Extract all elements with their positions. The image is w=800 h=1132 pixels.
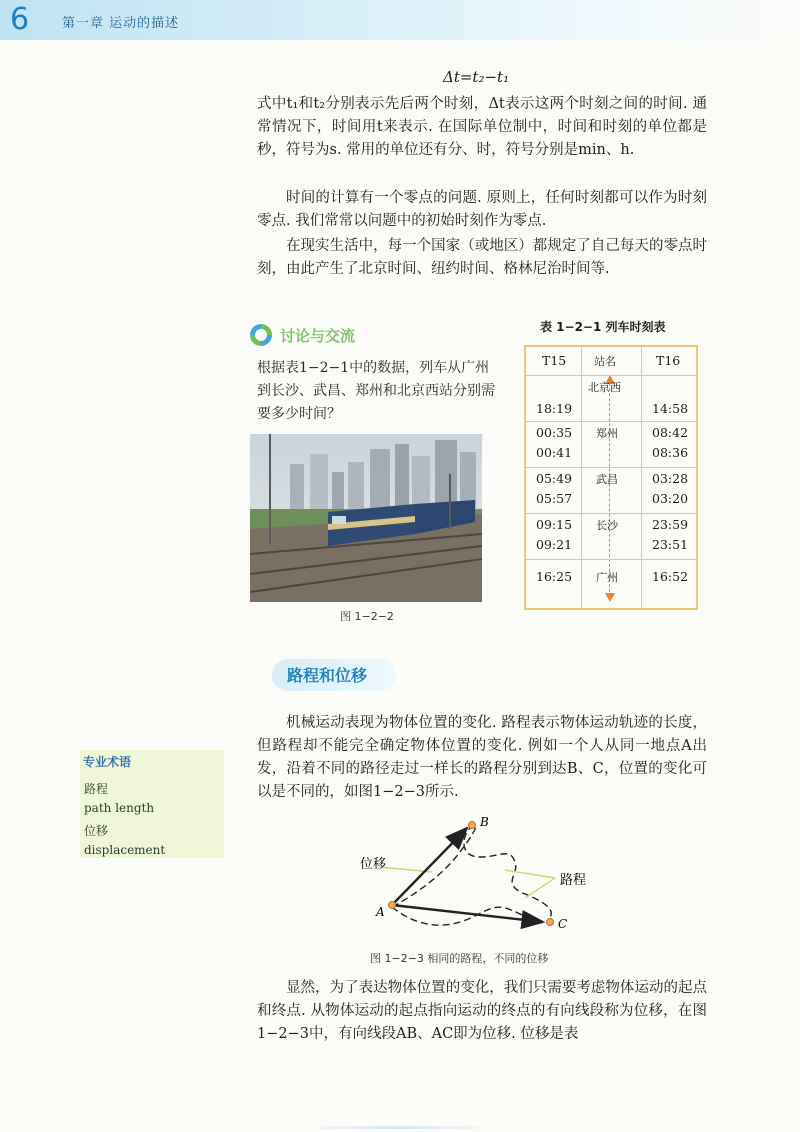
figure-1-2-3-caption: 图 1−2−3 相同的路程，不同的位移 [370, 952, 549, 965]
terminology-heading: 专业术语 [83, 755, 132, 769]
label-point-b: B [480, 815, 489, 829]
page-header [0, 0, 800, 40]
t16-time: 08:42 [652, 425, 689, 440]
chapter-title: 第一章 运动的描述 [62, 16, 180, 31]
paragraph-time-definition: 式中t₁和t₂分别表示先后两个时刻，Δt表示这两个时刻之间的时间. 通常情况下，时间用t来表示. 在国际单位制中，时间和时刻的单位都是秒，符号为s. 常用的单位还有分、时，符号分别是min、h. [257, 96, 707, 158]
label-point-a: A [376, 905, 385, 919]
path-displacement-diagram [350, 812, 610, 944]
paragraph-path-length: 机械运动表现为物体位置的变化. 路程表示物体运动轨迹的长度，但路程却不能完全确定物体位置的变化. 例如一个人从同一地点A出发，沿着不同的路径走过一样长的路程分别到达B、C，位置的变化可以是不同的，如图1−2−3所示. [257, 715, 707, 800]
t15-time: 09:15 [536, 517, 573, 532]
label-point-c: C [558, 917, 568, 931]
term-item: 路程 [84, 782, 109, 796]
t16-time: 16:52 [652, 569, 689, 584]
vector-ab [392, 828, 467, 905]
t16-time: 23:51 [652, 537, 689, 552]
section-title: 路程和位移 [287, 666, 368, 685]
discussion-icon [247, 321, 275, 349]
timetable-title: 表 1−2−1 列车时刻表 [540, 320, 666, 334]
point-a [389, 902, 396, 909]
t15-time: 16:25 [536, 569, 573, 584]
point-b [469, 822, 476, 829]
t16-time: 14:58 [652, 401, 689, 416]
t16-time: 03:20 [652, 491, 689, 506]
station-name: 武昌 [596, 473, 618, 486]
t15-time: 18:19 [536, 401, 573, 416]
paragraph-zero-point: 时间的计算有一个零点的问题. 原则上，任何时刻都可以作为时刻零点. 我们常常以问题中的初始时刻作为零点. [257, 190, 707, 229]
terminology-box [80, 750, 224, 858]
table-row [526, 467, 696, 514]
header-t15: T15 [542, 353, 567, 368]
t15-time: 00:41 [536, 445, 573, 460]
point-c [547, 919, 554, 926]
term-item: 位移 [84, 824, 109, 838]
station-name: 长沙 [596, 519, 618, 532]
term-item: path length [84, 801, 155, 815]
header-station: 站名 [594, 355, 616, 368]
t15-time: 09:21 [536, 537, 573, 552]
paragraph-local-time: 在现实生活中，每一个国家（或地区）都规定了自己每天的零点时刻，由此产生了北京时间、纽约时间、格林尼治时间等. [257, 238, 707, 277]
station-name: 北京西 [588, 381, 621, 394]
leader-line-path [525, 878, 555, 898]
figure-1-2-2-caption: 图 1−2−2 [340, 610, 394, 623]
train-timetable [524, 345, 698, 610]
table-row [526, 513, 696, 560]
table-header-row [526, 347, 696, 376]
paragraph-displacement: 显然，为了表达物体位置的变化，我们只需要考虑物体运动的起点和终点. 从物体运动的起点指向运动的终点的有向线段称为位移，在图1−2−3中，有向线段AB、AC即为位移. 位移是表 [257, 980, 707, 1042]
table-row [526, 559, 696, 608]
discussion-title: 讨论与交流 [280, 327, 356, 345]
table-row [526, 421, 696, 468]
t16-time: 03:28 [652, 471, 689, 486]
station-name: 郑州 [596, 427, 618, 440]
label-displacement: 位移 [360, 857, 387, 872]
page-number: 6 [10, 2, 30, 37]
footer-divider [318, 1126, 478, 1129]
path-curve-to-c [392, 907, 548, 925]
t16-time: 08:36 [652, 445, 689, 460]
table-row [526, 375, 696, 422]
t15-time: 05:49 [536, 471, 573, 486]
term-item: displacement [84, 843, 166, 857]
train-photo [250, 434, 482, 602]
t15-time: 00:35 [536, 425, 573, 440]
station-name: 广州 [596, 571, 618, 584]
header-t16: T16 [656, 353, 681, 368]
time-formula: Δt=t₂−t₁ [443, 68, 510, 86]
discussion-question: 根据表1−2−1中的数据，列车从广州到长沙、武昌、郑州和北京西站分别需要多少时间？ [257, 360, 495, 422]
t16-time: 23:59 [652, 517, 689, 532]
label-path: 路程 [560, 873, 587, 888]
t15-time: 05:57 [536, 491, 573, 506]
